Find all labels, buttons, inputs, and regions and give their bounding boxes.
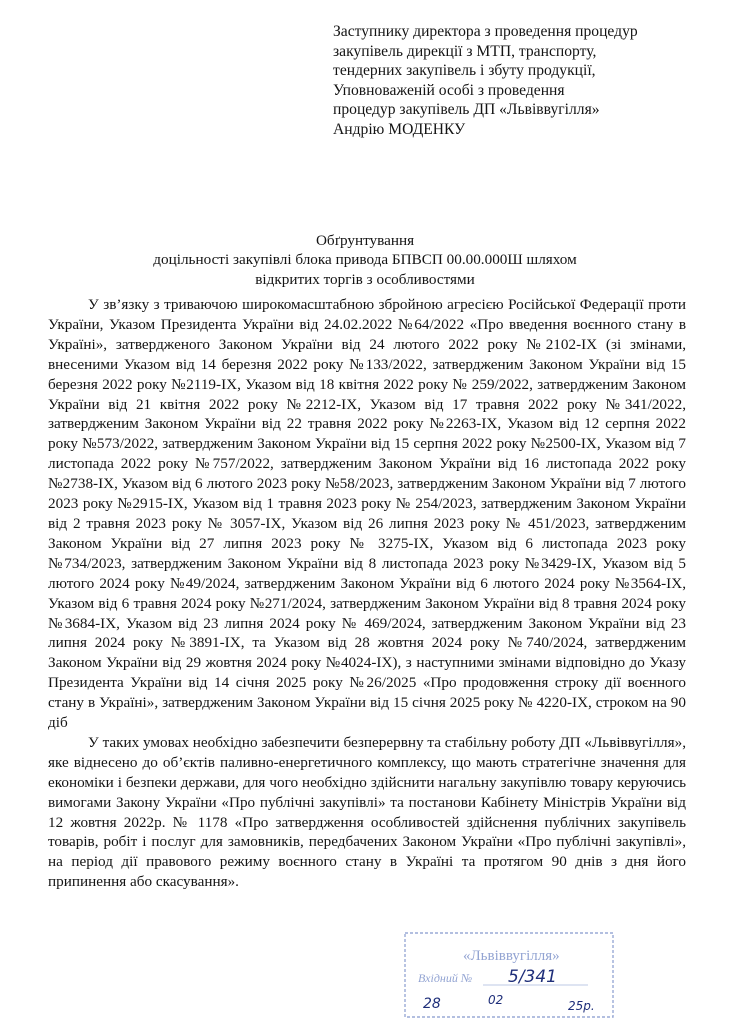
stamp-year: 25р.	[568, 999, 595, 1013]
stamp-month: 02	[488, 993, 504, 1007]
stamp-incoming-label: Вхідний №	[418, 971, 473, 985]
body-paragraph-1: У зв’язку з триваючою широкомасштабною збройною агресією Російської Федерації проти України, Указом Президента України від 24.02.2022 №64/2022 «Про введення воєнного стану в Україні», затвердженого Законом України від 24 лютого 2022 року №2102-ІХ (зі змінами, внесеними Указом від 14 березня 2022 року №133/2022, затвердженим Законом України від 15 березня 2022 року №2119-ІХ, Указом від 18 квітня 2022 року № 259/2022, затвердженим Законом України від 21 квітня 2022 року №2212-ІХ, Указом від 17 травня 2022 року №341/2022, затвердженим Законом України від 22 травня 2022 року №2263-ІХ, Указом від 12 серпня 2022 року №573/2022, затвердженим Законом України від 15 серпня 2022 року №2500-ІХ, Указом від 7 листопада 2022 року №757/2022, затвердженим Законом України від 16 листопада 2022 року №2738-ІХ, Указом від 6 лютого 2023 року №58/2023, затвердженим Законом України від 7 лютого 2023 року №2915-ІХ, Указом від 1 травня 2023 року № 254/2023, затвердженим Законом України від 2 травня 2023 року № 3057-ІХ, Указом від 26 липня 2023 року № 451/2023, затвердженим Законом України від 27 липня 2023 року № 3275-ІХ, Указом від 6 листопада 2023 року №734/2023, затвердженим Законом України від 8 листопада 2023 року №3429-ІХ, Указом від 5 лютого 2024 року №49/2024, затвердженим Законом України від 6 лютого 2024 року №3564-ІХ, Указом від 6 травня 2024 року №271/2024, затвердженим Законом України від 8 травня 2024 року №3684-ІХ, Указом від 23 липня 2024 року № 469/2024, затвердженим Законом України від 23 липня 2024 року №3891-ІХ, та Указом від 28 жовтня 2024 року №740/2024, затвердженим Законом України від 29 жовтня 2024 року №4024-ІХ), з наступними змінами відповідно до Указу Президента України від 14 січня 2025 року №26/2025 «Про продовження строку дії воєнного стану в Україні», затвердженим Законом України від 15 січня 2025 року № 4220-ІХ, строком на 90 діб	[48, 296, 686, 732]
registration-stamp	[403, 930, 618, 1020]
addressee-line: процедур закупівель ДП «Львіввугілля»	[333, 101, 600, 119]
stamp-day: 28	[423, 996, 441, 1012]
document-title: Обґрунтування	[315, 232, 415, 249]
stamp-organization: «Львіввугілля»	[463, 948, 560, 964]
addressee-block	[333, 22, 693, 140]
stamp-number: 5/341	[508, 967, 557, 987]
document-subtitle: доцільності закупівлі блока привода БПВСП 00.00.000Ш шляхом	[153, 251, 577, 268]
document-body	[48, 295, 686, 892]
addressee-line: Андрію МОДЕНКУ	[333, 120, 466, 138]
addressee-line: тендерних закупівель і збуту продукції,	[333, 62, 596, 80]
addressee-line: закупівель дирекції з МТП, транспорту,	[333, 42, 597, 60]
addressee-line: Уповноваженій особі з проведення	[333, 81, 565, 99]
document-subtitle-continued: відкритих торгів з особливостями	[255, 271, 475, 288]
addressee-line: Заступнику директора з проведення процедур	[333, 23, 638, 40]
body-paragraph-2: У таких умовах необхідно забезпечити безперервну та стабільну роботу ДП «Львіввугілля», яке віднесено до об’єктів паливно-енергетичного комплексу, що мають стратегічне значення для економіки і безпеки держави, для чого необхідно здійснити нагальну закупівлю товару керуючись вимогами Закону України «Про публічні закупівлі» та постанови Кабінету Міністрів України від 12 жовтня 2022р. № 1178 «Про затвердження особливостей здійснення публічних закупівель товарів, робіт і послуг для замовників, передбачених Законом України «Про публічні закупівлі», на період дії правового режиму воєнного стану в Україні та протягом 90 днів з дня його припинення або скасування».	[48, 733, 686, 891]
